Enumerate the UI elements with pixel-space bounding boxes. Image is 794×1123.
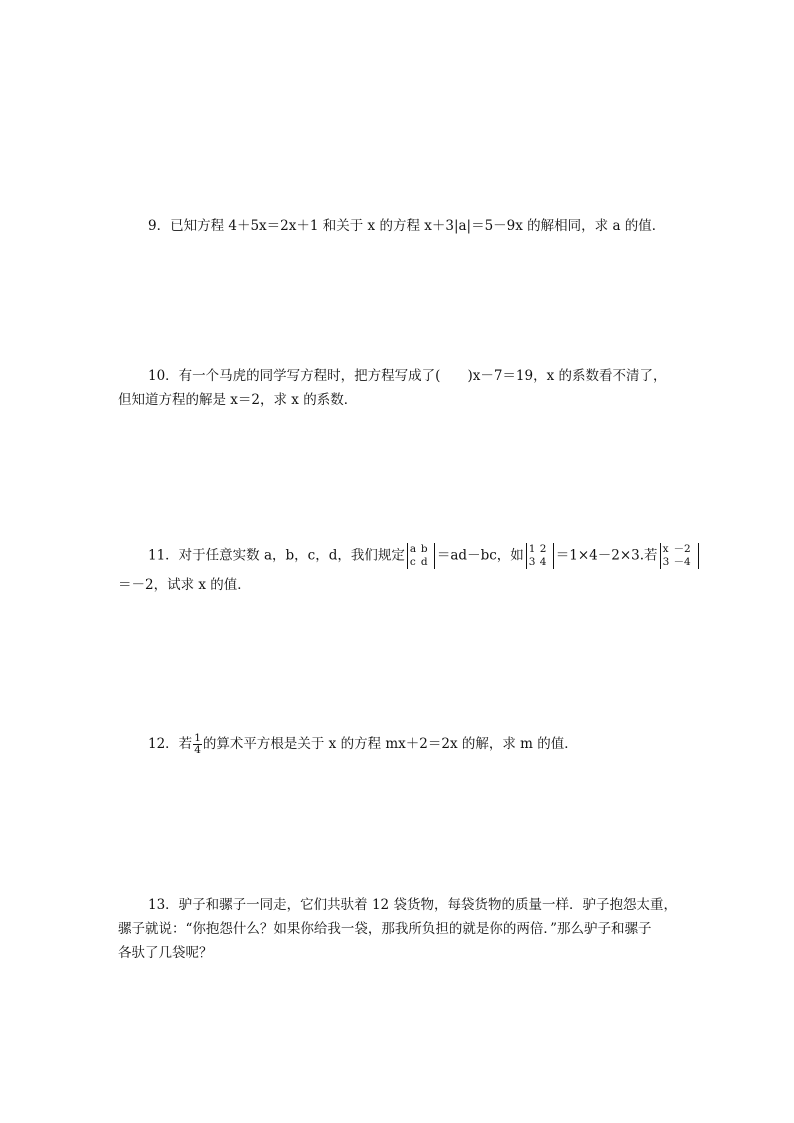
det-cell: a (409, 543, 417, 555)
problem-12 (118, 732, 678, 756)
problem-11-line-2: ＝－2，试求 x 的值． (118, 577, 251, 593)
problem-12-lead: 12．若 (148, 736, 193, 752)
problem-11-lead: 11．对于任意实数 a，b，c，d，我们规定 (148, 547, 405, 564)
problem-13-line-3: 各驮了几袋呢？ (118, 945, 213, 961)
determinant-example (526, 543, 554, 569)
problem-10-line-1: 10．有一个马虎的同学写方程时，把方程写成了( )x－7＝19，x 的系数看不清了， (148, 368, 667, 384)
problem-11-line-1 (118, 543, 691, 569)
problem-9-text: 9．已知方程 4＋5x＝2x＋1 和关于 x 的方程 x＋3|a|＝5－9x 的解相同，求 a 的值． (148, 218, 666, 234)
problem-11 (118, 543, 691, 597)
problem-11-def: ＝ad－bc，如 (436, 547, 524, 564)
det-cell: 4 (539, 556, 547, 568)
problem-12-text (118, 732, 678, 756)
problem-13-line-2: 骡子就说：“你抱怨什么？如果你给我一袋，那我所负担的就是你的两倍．”那么驴子和骡子 (118, 921, 652, 937)
problem-11-example: ＝1×4－2×3.若 (555, 547, 658, 564)
fraction-one-quarter (193, 733, 202, 756)
det-cell: －4 (673, 556, 691, 568)
determinant-definition (407, 543, 435, 569)
det-cell: 2 (539, 543, 547, 555)
problem-10-line-2: 但知道方程的解是 x＝2，求 x 的系数． (118, 392, 358, 408)
det-cell: b (420, 543, 428, 555)
det-cell: 3 (528, 556, 536, 568)
det-cell: 3 (662, 556, 670, 568)
problem-9 (118, 214, 678, 238)
det-cell: c (409, 556, 416, 568)
det-cell: x (662, 543, 669, 555)
problem-13-line-1: 13．驴子和骡子一同走，它们共驮着 12 袋货物，每袋货物的质量一样．驴子抱怨太重， (148, 897, 677, 913)
determinant-question (660, 543, 699, 569)
problem-10 (118, 364, 678, 412)
fraction-denominator: 4 (194, 744, 201, 756)
det-cell: －2 (673, 543, 691, 555)
problem-12-rest: 的算术平方根是关于 x 的方程 mx＋2＝2x 的解，求 m 的值． (202, 736, 578, 752)
det-cell: d (420, 556, 428, 568)
fraction-numerator: 1 (194, 732, 201, 744)
det-cell: 1 (528, 543, 536, 555)
problem-13 (118, 893, 678, 965)
